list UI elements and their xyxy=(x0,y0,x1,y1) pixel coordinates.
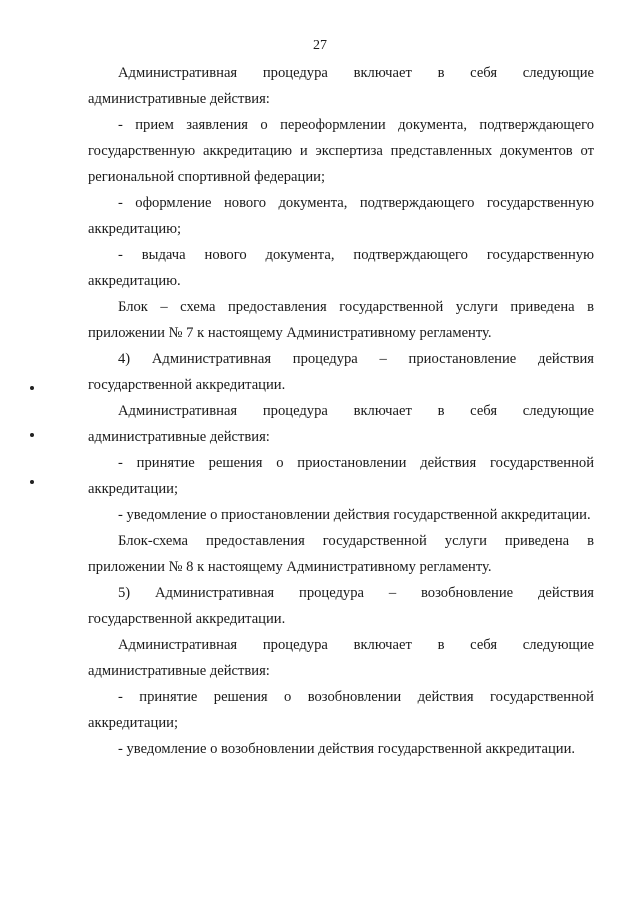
paragraph: - уведомление о приостановлении действия государственной аккредитации. xyxy=(118,507,591,523)
paragraph: Административная процедура включает в себя следующие административные действия: xyxy=(88,637,594,679)
paragraph: Административная процедура включает в себя следующие административные действия: xyxy=(88,65,594,107)
paragraph: - прием заявления о переоформлении документа, подтверждающего государственную аккредитацию и экспертиза представленных документов от региональной спортивной федерации; xyxy=(88,117,594,185)
paragraph: Блок-схема предоставления государственной услуги приведена в приложении № 8 к настоящему Административному регламенту. xyxy=(88,533,594,575)
paragraph: - выдача нового документа, подтверждающего государственную аккредитацию. xyxy=(88,247,594,289)
margin-mark xyxy=(30,480,34,484)
paragraph: - оформление нового документа, подтверждающего государственную аккредитацию; xyxy=(88,195,594,237)
paragraph: 5) Административная процедура – возобновление действия государственной аккредитации. xyxy=(88,585,594,627)
paragraph: - принятие решения о приостановлении действия государственной аккредитации; xyxy=(88,455,594,497)
page-number: 27 xyxy=(313,38,327,53)
paragraph: - уведомление о возобновлении действия государственной аккредитации. xyxy=(118,741,576,757)
document-body xyxy=(88,60,594,762)
paragraph: Блок – схема предоставления государственной услуги приведена в приложении № 7 к настоящему Административному регламенту. xyxy=(88,299,594,341)
paragraph: - принятие решения о возобновлении действия государственной аккредитации; xyxy=(88,689,594,731)
margin-mark xyxy=(30,386,34,390)
margin-mark xyxy=(30,433,34,437)
paragraph: 4) Административная процедура – приостановление действия государственной аккредитации. xyxy=(88,351,594,393)
paragraph: Административная процедура включает в себя следующие административные действия: xyxy=(88,403,594,445)
